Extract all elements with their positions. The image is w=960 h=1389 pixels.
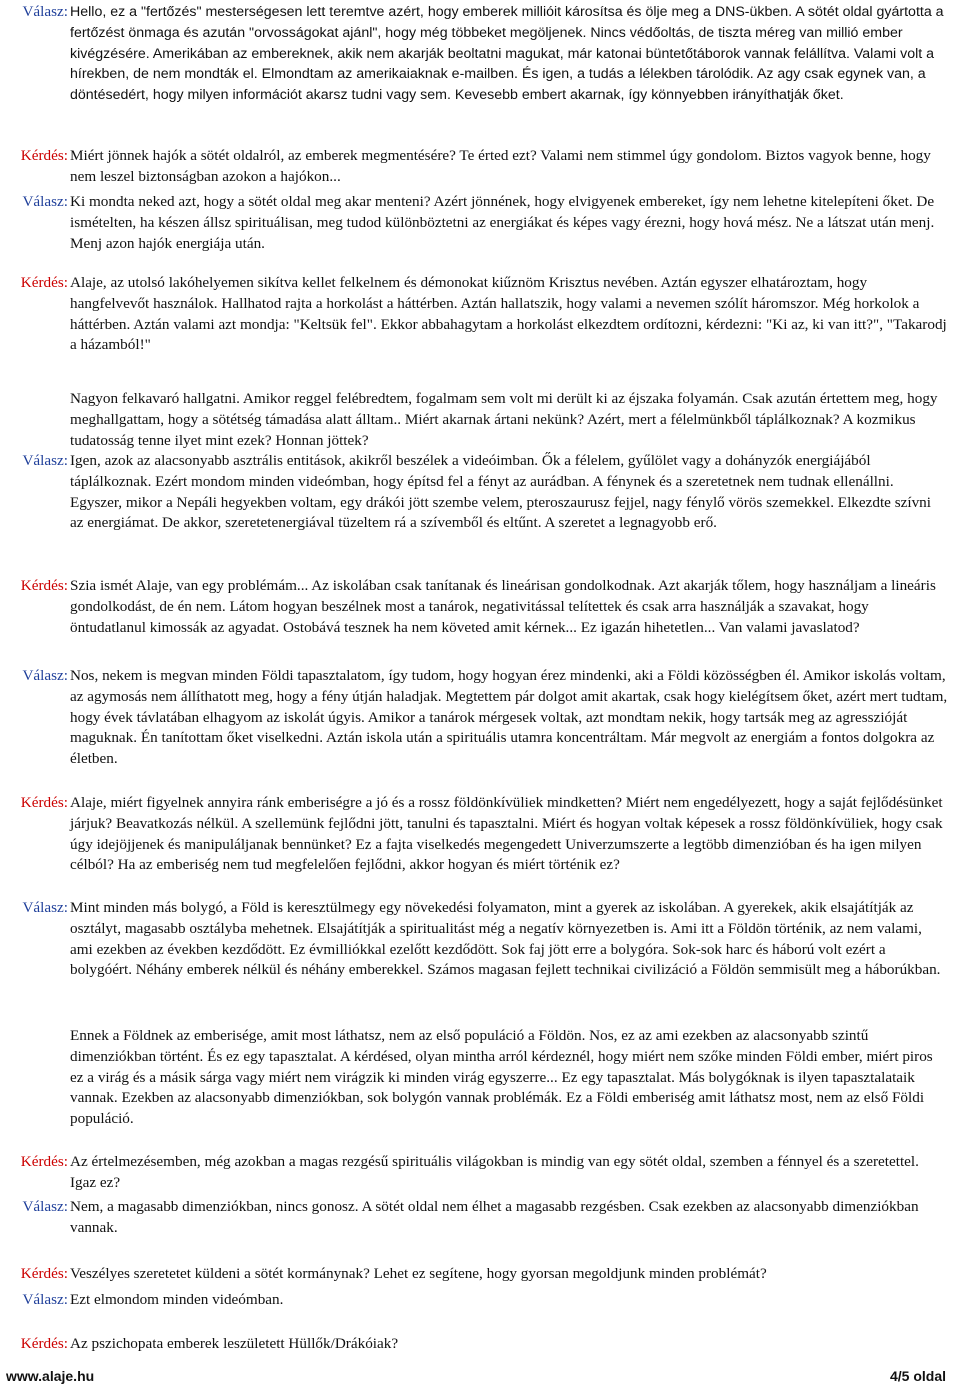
entry-text: Nem, a magasabb dimenziókban, nincs gonosz. A sötét oldal nem élhet a magasabb rezgésben. Csak ezekben az alacsonyabb dimenziókban vannak. [70, 1198, 919, 1236]
question-label: Kérdés: [20, 274, 68, 291]
entry-text: Alaje, az utolsó lakóhelyemen sikítva kellet felkelnem és démonokat kiűznöm Krisztus nevében. Aztán egyszer elhatároztam, hogy hangfelvevőt használok. Hallhatod rajta a horkolást a háttérben. Aztán hallatszik, hogy valami a nevemen szólít háromszor. Még horkolok a háttérben. Aztán valami azt mondja: "Keltsük fel". Ekkor abbahagytam a horkolást elkezdtem ordítozni, kérdezni: "Ki az, ki van itt?", "Takarodj a házamból!" [70, 274, 947, 354]
entry-text: Igen, azok az alacsonyabb asztrális entitások, akikről beszélek a videóimban. Ők a félelem, gyűlölet vagy a dohányzók energiájából táplálkoznak. Ezért mondom minden videómban, hogy építsd fel a fényt az aurádban. A fénynek és a szeretetnek nem tudnak ellenállni. Egyszer, mikor a Nepáli hegyekben voltam, egy drákói jött szembe velem, pteroszaurusz fejjel, nagy fénylő vörös szemekkel. Elkezdte szívni az energiámat. De akkor, szeretetenergiával tüzeltem rá a szívemből és eltűnt. A szeretet a legnagyobb erő. [70, 452, 931, 532]
question-label: Kérdés: [20, 147, 68, 164]
answer-label: Válasz: [22, 1198, 68, 1215]
question-label: Kérdés: [20, 577, 68, 594]
entry-text: Szia ismét Alaje, van egy problémám... Az iskolában csak tanítanak és lineárisan gondolkodnak. Azt akarják tőlem, hogy használjam a lineáris gondolkodást, de én nem. Látom hogyan beszélnek most a tanárok, negativitással telítettek és csak arra használják a szavakat, hogy öntudatlanul kimossák az agyadat. Ostobává tesznek ha nem követed amit kérnek... Ez igazán hihetetlen... Van valami javaslatod? [70, 577, 936, 636]
footer-page-number: 4/5 oldal [889, 1368, 946, 1384]
question-label: Kérdés: [20, 794, 68, 811]
entry-text: Veszélyes szeretetet küldeni a sötét kormánynak? Lehet ez segítene, hogy gyorsan megoldjunk minden problémát? [70, 1265, 767, 1282]
entry-text: Alaje, miért figyelnek annyira ránk emberiségre a jó és a rossz földönkívüliek mindketten? Miért nem engedélyezett, hogy a saját fejlődésünket járjuk? Beavatkozás nélkül. A szellemünk fejlődni jött, tanulni és tapasztalni. Miért és hogyan voltak képesek a rossz földönkívüliek, hogy csak úgy idejöjjenek és manipuláljanak bennünket? Ez a fajta viselkedés megengedett Univerzumszerte a legtöbb dimenzióban és ha igen milyen célból? Ha az emberiség nem tud megfelelően fejlődni, akkor hogyan és miért történik ez? [70, 794, 943, 874]
entry-text: Az értelmezésemben, még azokban a magas rezgésű spirituális világokban is mindig van egy sötét oldal, szemben a fénnyel és a szeretettel. Igaz ez? [70, 1153, 919, 1191]
entry-text: Az pszichopata emberek leszületett Hüllők/Drákóiak? [70, 1335, 399, 1352]
question-label: Kérdés: [20, 1265, 68, 1282]
entry-text: Hello, ez a "fertőzés" mesterségesen lett teremtve azért, hogy emberek millióit károsítsa és ölje meg a DNS-ükben. A sötét oldal gyártotta a fertőzést önmaga és azután "orvosságokat ajánl", hogy még többeket megöljenek. Nincs védőoltás, de tiszta méreg van millió ember kivégzésére. Amerikában az embereknek, akik nem akarják beoltatni magukat, már katonai büntetőtáborok vannak felállítva. Valami volt a hírekben, de nem mondták el. Elmondtam az amerikaiaknak e-mailben. És igen, a tudás a lélekben tárolódik. Az agy csak egynek van, a döntésedért, hogy milyen információt akarsz tudni vagy sem. Kevesebb embert akarnak, így könnyebben irányíthatják őket. [70, 4, 944, 104]
footer-site: www.alaje.hu [6, 1368, 95, 1384]
question-label: Kérdés: [20, 1335, 68, 1352]
entry-text: Ennek a Földnek az emberisége, amit most láthatsz, nem az első populáció a Földön. Nos, ez az ami ezekben az alacsonyabb szintű dimenziókban történt. És ez egy tapasztalat. A kérdésed, olyan mintha arról kérdeznél, hogy miért nem szőke minden Földi ember, miért piros ez a virág és a másik sárga vagy miért nem virágzik ki minden virág egyszerre... Ez egy tapasztalat. Más bolygóknak is ilyen tapasztalataik vannak. Ezekben az alacsonyabb dimenziókban, sok bolygón vannak problémák. Ez a Földi emberiség amit láthatsz most, nem az első Földi populáció. [70, 1027, 933, 1128]
answer-label: Válasz: [22, 452, 68, 469]
answer-label: Válasz: [22, 193, 68, 210]
entry-text: Ki mondta neked azt, hogy a sötét oldal meg akar menteni? Azért jönnének, hogy elvigyenek embereket, így nem lehetne kitelepíteni őket. De ismételten, ha készen állsz spirituálisan, meg tudod különböztetni az energiákat és képes vagy érezni, hogy hová mész. Ne a látszat után menj. Menj azon hajók energiája után. [70, 193, 935, 252]
answer-label: Válasz: [22, 899, 68, 916]
entry-text: Miért jönnek hajók a sötét oldalról, az emberek megmentésére? Te érted ezt? Valami nem stimmel úgy gondolom. Biztos vagyok benne, hogy nem leszel biztonságban azokon a hajókon... [70, 147, 931, 185]
answer-label: Válasz: [22, 1291, 68, 1308]
answer-label: Válasz: [22, 3, 68, 20]
entry-text: Nos, nekem is megvan minden Földi tapasztalatom, így tudom, hogy hogyan érez mindenki, aki a Földi közösségben él. Amikor iskolás voltam, az agymosás nem állíthatott meg, hogy a fény útján haladjak. Megtettem pár dolgot amit akartak, csak hogy kielégítsem őket, azért mert tudtam, hogy évek távlatában elhagyom az iskolát úgyis. Amikor a tanárok mérgesek voltak, azt mondtam nekik, hogy tartsák meg az agresszióját maguknak. Én tanítottam őket viselkedni. Aztán iskola után a spirituális utamra koncentráltam. Már megvolt az energiám a fontos dolgokra az életben. [70, 667, 948, 768]
question-label: Kérdés: [20, 1153, 68, 1170]
entry-text: Nagyon felkavaró hallgatni. Amikor reggel felébredtem, fogalmam sem volt mi derült ki az éjszaka folyamán. Csak azután értettem meg, hogy meghallgattam, hogy a sötétség támadása alatt álltam.. Miért akarnak ártani nekünk? Azért, mert a félelmünkből táplálkoznak? A kozmikus tudatosság tenne ilyet mint ezek? Honnan jöttek? [70, 390, 938, 449]
entry-text: Mint minden más bolygó, a Föld is keresztülmegy egy növekedési folyamaton, mint a gyerek az iskolában. A gyerekek, akik elsajátítják az osztályt, magasabb osztályba mehetnek. Elsajátítják a spiritualitást még a negatív környezetben is. Ami itt a Földön történik, az nem valami, ami ezekben az években kezdődött. Ez évmilliókkal ezelőtt kezdődött. Sok faj jött erre a bolygóra. Sok-sok harc és háború volt ezért a bolygóért. Néhány emberek nélkül és néhány emberekkel. Számos magasan fejlett technikai civilizáció a Földön semmisült meg a háborúkban. [70, 899, 941, 979]
entry-text: Ezt elmondom minden videómban. [70, 1291, 284, 1308]
answer-label: Válasz: [22, 667, 68, 684]
